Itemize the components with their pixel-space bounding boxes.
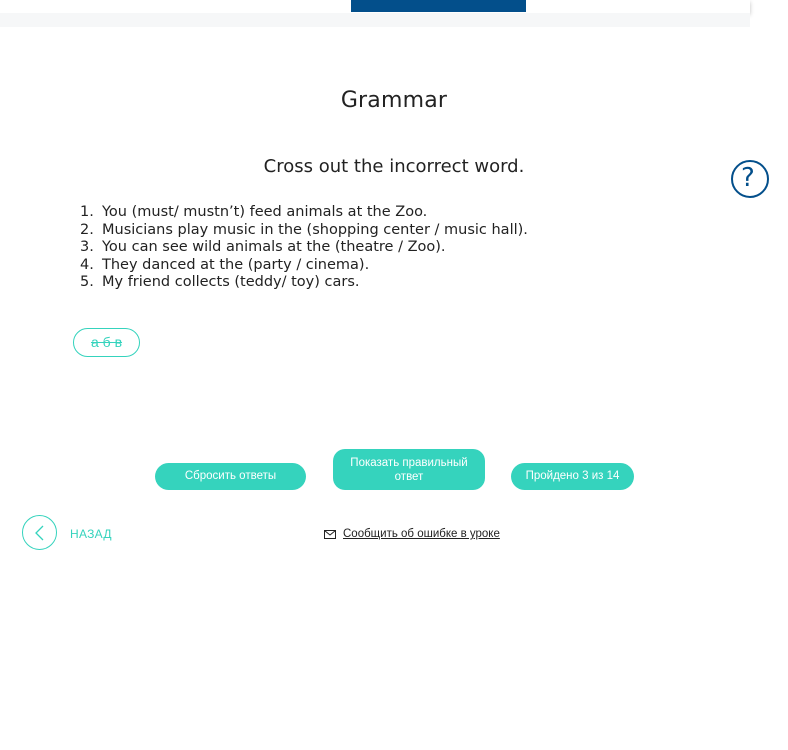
item-text[interactable]: My friend collects (teddy/ toy) cars. — [102, 274, 360, 291]
item-number: 5. — [80, 274, 94, 291]
header-divider — [0, 13, 750, 27]
task-list — [80, 204, 528, 292]
list-item — [80, 239, 528, 257]
task-instruction: Cross out the incorrect word. — [263, 156, 525, 177]
list-item — [80, 274, 528, 292]
item-text[interactable]: Musicians play music in the (shopping center / music hall). — [102, 221, 528, 238]
report-error-link[interactable]: Сообщить об ошибке в уроке — [343, 528, 500, 540]
mail-icon — [324, 530, 336, 539]
item-text[interactable]: You (must/ mustn’t) feed animals at the Zoo. — [102, 204, 428, 220]
list-item — [80, 204, 528, 222]
active-nav-tab[interactable] — [351, 0, 526, 12]
back-label[interactable]: НАЗАД — [70, 527, 112, 541]
help-icon[interactable]: ? — [731, 160, 769, 198]
chevron-left-icon — [33, 525, 47, 541]
page-title: Grammar — [340, 88, 448, 113]
item-text[interactable]: You can see wild animals at the (theatre / Zoo). — [102, 239, 446, 256]
progress-button[interactable]: Пройдено 3 из 14 — [511, 463, 634, 490]
item-number: 2. — [80, 221, 94, 238]
strikethrough-tool-button[interactable]: а б в — [73, 328, 140, 357]
item-number: 4. — [80, 256, 94, 273]
list-item — [80, 222, 528, 240]
item-number: 1. — [80, 204, 94, 220]
item-text[interactable]: They danced at the (party / cinema). — [102, 256, 370, 273]
item-number: 3. — [80, 239, 94, 256]
back-button[interactable] — [22, 515, 57, 550]
show-answer-button[interactable]: Показать правильный ответ — [333, 449, 485, 490]
reset-answers-button[interactable]: Сбросить ответы — [155, 463, 306, 490]
report-error[interactable] — [324, 528, 500, 540]
list-item — [80, 257, 528, 275]
